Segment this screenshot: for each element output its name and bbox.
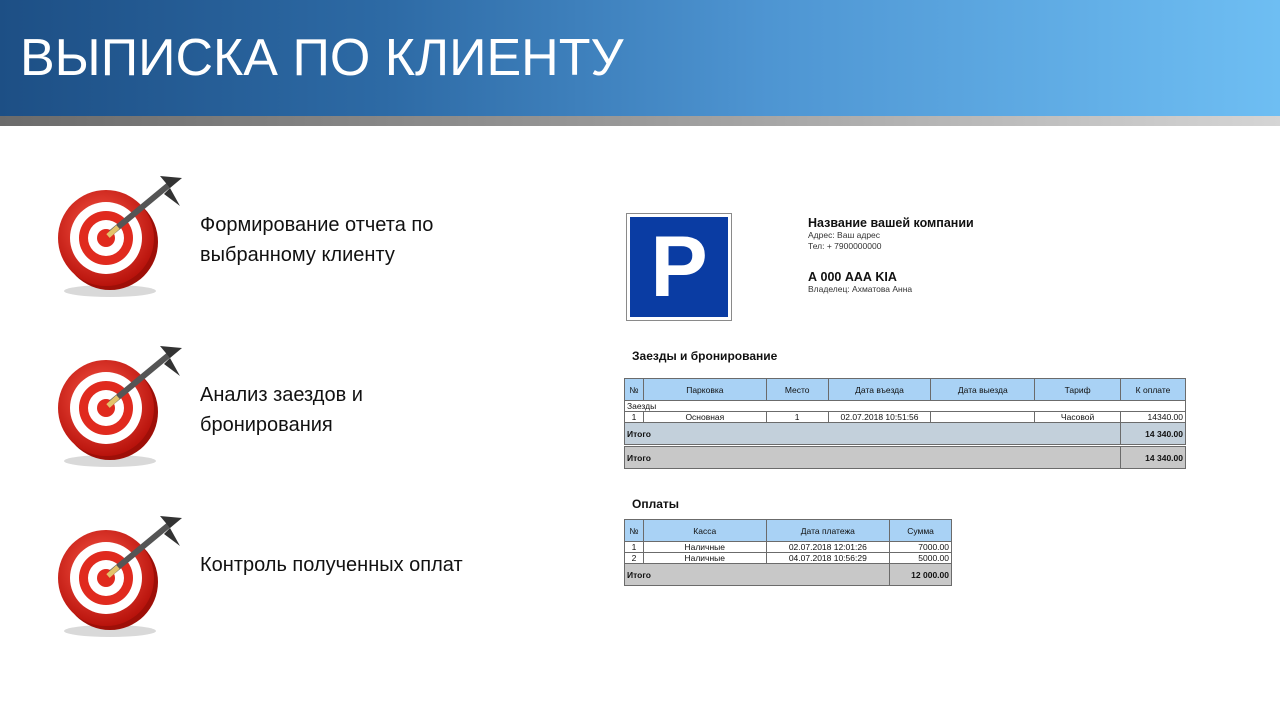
payments-title: Оплаты (632, 497, 680, 511)
visit-date-in: 02.07.2018 10:51:56 (828, 412, 931, 423)
slide-title: ВЫПИСКА ПО КЛИЕНТУ (20, 29, 624, 87)
visits-title: Заезды и бронирование (632, 349, 778, 363)
dart-target-icon (52, 506, 202, 646)
title-divider (0, 116, 1280, 126)
bullet-text-visits: Анализ заездов и бронирования (200, 384, 363, 436)
visits-group-row (625, 401, 1186, 412)
visits-total-value: 14 340.00 (1121, 447, 1186, 469)
parking-sign-icon (627, 214, 731, 320)
visits-header-row (625, 379, 1186, 401)
visit-date-out (931, 412, 1035, 423)
payment-cash: Наличные (643, 542, 766, 553)
parking-sign-letter: P (650, 219, 708, 315)
payment-date: 02.07.2018 12:01:26 (766, 542, 890, 553)
visits-col-parking: Парковка (643, 379, 766, 401)
table-row (625, 412, 1186, 423)
visits-col-num: № (625, 379, 644, 401)
visit-parking: Основная (643, 412, 766, 423)
payment-num: 1 (625, 542, 644, 553)
bullet-text-report: Формирование отчета по выбранному клиенту (200, 214, 434, 266)
company-info (808, 216, 1108, 295)
payment-sum: 5000.00 (890, 553, 952, 564)
dart-target-icon (52, 336, 202, 476)
payments-total-row (625, 564, 952, 586)
company-phone: Тел: + 7900000000 (808, 241, 882, 251)
visit-num: 1 (625, 412, 644, 423)
visits-subtotal-row (625, 423, 1186, 445)
car-plate: А 000 ААА KIA (808, 270, 897, 284)
payments-total-label: Итого (625, 564, 890, 586)
payments-table (624, 519, 952, 586)
visit-tariff: Часовой (1035, 412, 1121, 423)
visits-col-tariff: Тариф (1035, 379, 1121, 401)
dart-target-icon (52, 166, 202, 306)
payments-total-value: 12 000.00 (890, 564, 952, 586)
visits-group-label: Заезды (625, 401, 1186, 412)
visits-subtotal-value: 14 340.00 (1121, 423, 1186, 445)
bullet-text-payments: Контроль полученных оплат (200, 554, 463, 576)
visits-col-amount: К оплате (1121, 379, 1186, 401)
table-row (625, 542, 952, 553)
payments-col-cash: Касса (643, 520, 766, 542)
payment-date: 04.07.2018 10:56:29 (766, 553, 890, 564)
payments-col-date: Дата платежа (766, 520, 890, 542)
company-name: Название вашей компании (808, 216, 974, 230)
visits-col-date-in: Дата въезда (828, 379, 931, 401)
visit-amount: 14340.00 (1121, 412, 1186, 423)
visits-col-date-out: Дата выезда (931, 379, 1035, 401)
car-owner: Владелец: Ахматова Анна (808, 284, 913, 294)
payments-col-num: № (625, 520, 644, 542)
payments-col-sum: Сумма (890, 520, 952, 542)
visits-total-label: Итого (625, 447, 1121, 469)
payment-cash: Наличные (643, 553, 766, 564)
visits-subtotal-label: Итого (625, 423, 1121, 445)
visit-place: 1 (766, 412, 828, 423)
visits-table (624, 378, 1186, 469)
visits-total-row (625, 447, 1186, 469)
company-address: Адрес: Ваш адрес (808, 230, 881, 240)
payments-header-row (625, 520, 952, 542)
visits-col-place: Место (766, 379, 828, 401)
table-row (625, 553, 952, 564)
payment-num: 2 (625, 553, 644, 564)
payment-sum: 7000.00 (890, 542, 952, 553)
